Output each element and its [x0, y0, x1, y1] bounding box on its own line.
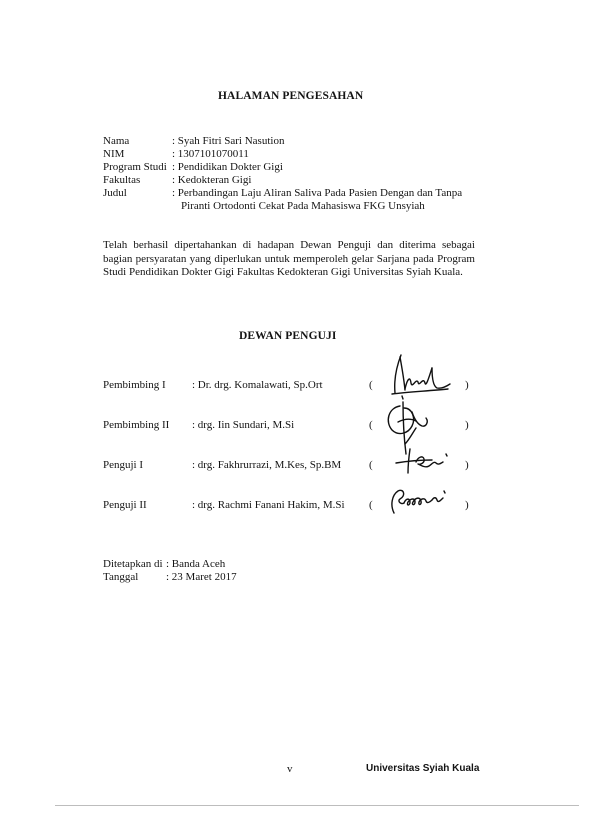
label-nama: Nama — [103, 135, 130, 147]
value-judul: : Perbandingan Laju Aliran Saliva Pada Pasien Dengan dan Tanpa — [172, 187, 463, 199]
paren-open-3: ( — [369, 459, 373, 471]
name-penguji-1: : drg. Fakhrurrazi, M.Kes, Sp.BM — [192, 459, 342, 471]
signature-penguji-2 — [386, 485, 450, 517]
paren-open-2: ( — [369, 419, 373, 431]
scan-edge-divider — [55, 805, 579, 806]
role-pembimbing-1: Pembimbing I — [103, 379, 166, 391]
name-pembimbing-2: : drg. Iin Sundari, M.Si — [192, 419, 295, 431]
statement-paragraph: Telah berhasil dipertahankan di hadapan Dewan Penguji dan diterima sebagai bagian persyaratan yang diperlukan untuk memperoleh gelar Sarjana pada Program Studi Pendidikan Dokter Gigi Fakultas Kedokteran Gigi Universitas Syiah Kuala. — [103, 239, 475, 279]
value-ditetapkan: : Banda Aceh — [166, 558, 226, 570]
paren-open-1: ( — [369, 379, 373, 391]
footer-university: Universitas Syiah Kuala — [366, 763, 480, 774]
value-nim: : 1307101070011 — [172, 148, 249, 160]
role-penguji-2: Penguji II — [103, 499, 147, 511]
value-nama: : Syah Fitri Sari Nasution — [172, 135, 285, 147]
paren-open-4: ( — [369, 499, 373, 511]
label-judul: Judul — [103, 187, 127, 199]
label-program-studi: Program Studi — [103, 161, 167, 173]
role-pembimbing-2: Pembimbing II — [103, 419, 170, 431]
paren-close-4: ) — [465, 499, 469, 511]
page-title: HALAMAN PENGESAHAN — [218, 90, 364, 102]
value-program-studi: : Pendidikan Dokter Gigi — [172, 161, 283, 173]
role-penguji-1: Penguji I — [103, 459, 144, 471]
label-ditetapkan: Ditetapkan di — [103, 558, 163, 570]
name-pembimbing-1: : Dr. drg. Komalawati, Sp.Ort — [192, 379, 323, 391]
page-number: v — [287, 763, 293, 775]
paren-close-2: ) — [465, 419, 469, 431]
label-tanggal: Tanggal — [103, 571, 139, 583]
paren-close-1: ) — [465, 379, 469, 391]
signature-penguji-1 — [392, 446, 452, 476]
board-heading: DEWAN PENGUJI — [239, 330, 337, 342]
value-fakultas: : Kedokteran Gigi — [172, 174, 252, 186]
label-nim: NIM — [103, 148, 125, 160]
paren-close-3: ) — [465, 459, 469, 471]
value-judul-continuation: Piranti Ortodonti Cekat Pada Mahasiswa FKG Unsyiah — [181, 200, 425, 212]
name-penguji-2: : drg. Rachmi Fanani Hakim, M.Si — [192, 499, 345, 511]
label-fakultas: Fakultas — [103, 174, 141, 186]
value-tanggal: : 23 Maret 2017 — [166, 571, 237, 583]
